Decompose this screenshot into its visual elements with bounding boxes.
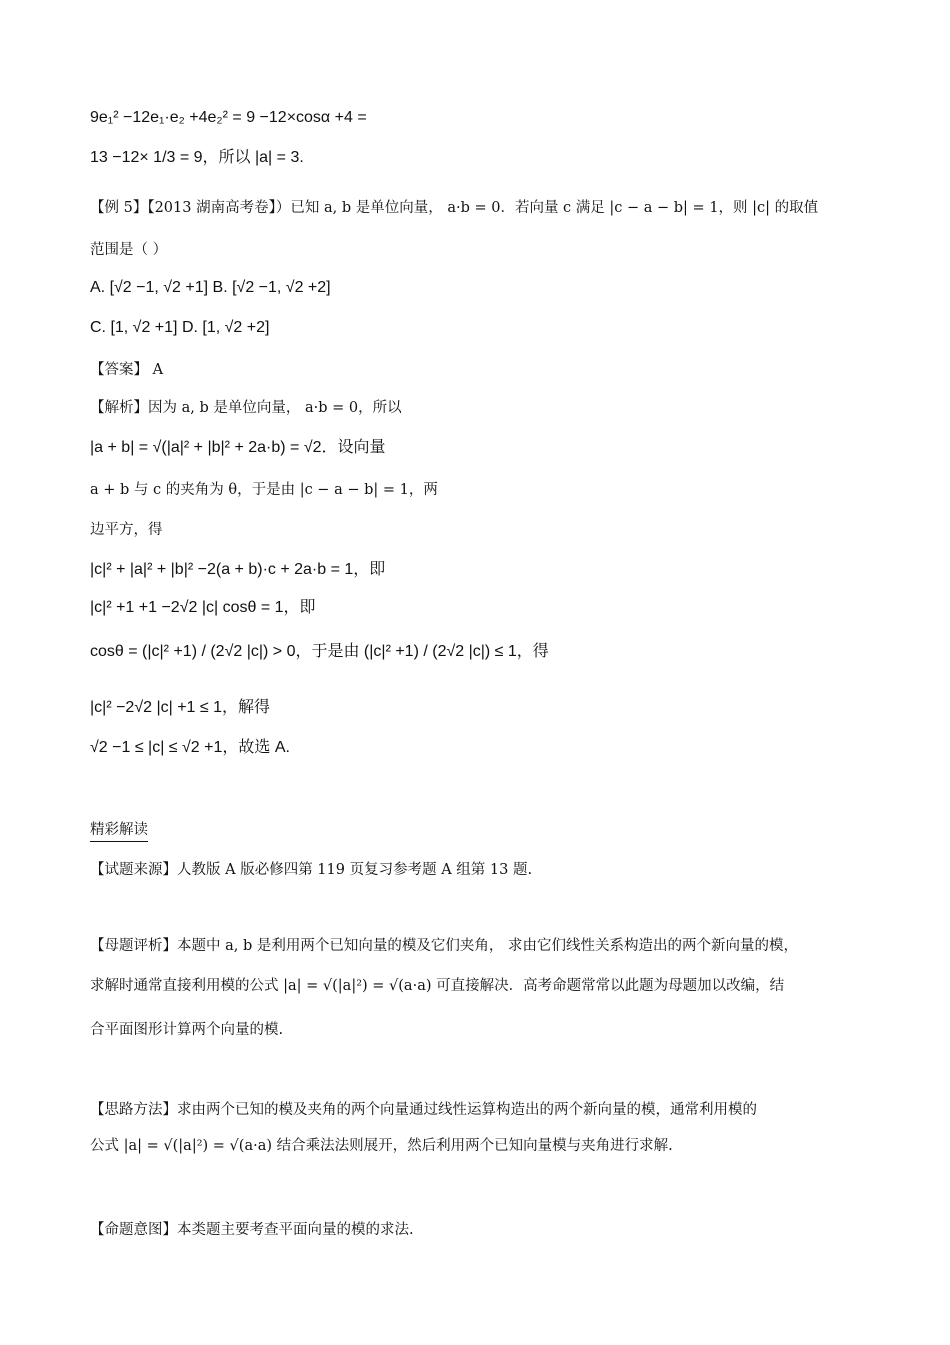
- text-line-8: 【解析】因为 a, b 是单位向量， a·b = 0，所以: [90, 400, 402, 416]
- text-line-9: |a + b| = √(|a|² + |b|² + 2a·b) = √2．设向量: [90, 439, 386, 456]
- text-line-10: a + b 与 c 的夹角为 θ，于是由 |c − a − b| = 1，两: [90, 482, 438, 498]
- text-line-23: 公式 |a| = √(|a|²) = √(a·a) 结合乘法法则展开，然后利用两个已知向量模与夹角进行求解.: [90, 1138, 673, 1154]
- text-line-4: 范围是（ ）: [90, 242, 168, 258]
- text-line-7: 【答案】 A: [90, 362, 164, 378]
- text-line-24: 【命题意图】本类题主要考查平面向量的模的求法.: [90, 1222, 414, 1238]
- text-line-15: |c|² −2√2 |c| +1 ≤ 1，解得: [90, 699, 271, 716]
- text-line-20: 求解时通常直接利用模的公式 |a| = √(|a|²) = √(a·a) 可直接解决．高考命题常常以此题为母题加以改编，结: [90, 978, 785, 994]
- text-line-1: 9e₁² −12e₁·e₂ +4e₂² = 9 −12×cosα +4 =: [90, 109, 367, 126]
- text-line-3: 【例 5】【2013 湖南高考卷】）已知 a, b 是单位向量， a·b = 0．若向量 c 满足 |c − a − b| = 1，则 |c| 的取值: [90, 200, 819, 216]
- text-line-16: √2 −1 ≤ |c| ≤ √2 +1，故选 A.: [90, 739, 290, 756]
- text-line-14: cosθ = (|c|² +1) / (2√2 |c|) > 0，于是由 (|c|² +1) / (2√2 |c|) ≤ 1，得: [90, 643, 549, 660]
- text-line-11: 边平方，得: [90, 522, 163, 538]
- text-line-5: A. [√2 −1, √2 +1] B. [√2 −1, √2 +2]: [90, 279, 331, 296]
- text-line-18: 【试题来源】人教版 A 版必修四第 119 页复习参考题 A 组第 13 题.: [90, 862, 533, 878]
- text-line-6: C. [1, √2 +1] D. [1, √2 +2]: [90, 319, 270, 336]
- text-line-13: |c|² +1 +1 −2√2 |c| cosθ = 1，即: [90, 599, 316, 616]
- text-line-12: |c|² + |a|² + |b|² −2(a + b)·c + 2a·b = 1，即: [90, 561, 386, 578]
- text-line-19: 【母题评析】本题中 a, b 是利用两个已知向量的模及它们夹角， 求由它们线性关系构造出的两个新向量的模，: [90, 938, 798, 954]
- text-line-2: 13 −12× 1/3 = 9，所以 |a| = 3.: [90, 149, 304, 166]
- text-line-17: 精彩解读: [90, 820, 148, 842]
- text-line-21: 合平面图形计算两个向量的模.: [90, 1022, 284, 1038]
- text-line-22: 【思路方法】求由两个已知的模及夹角的两个向量通过线性运算构造出的两个新向量的模，通常利用模的: [90, 1102, 757, 1118]
